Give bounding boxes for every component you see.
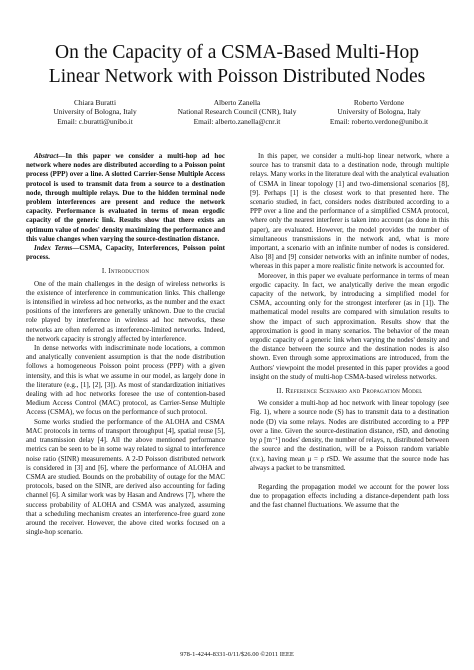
paragraph: Some works studied the performance of the ALOHA and CSMA MAC protocols in terms of transport throughput [4], spatial reuse [5], and transmission delay [4]. All the above mentioned performance metrics can be seen to be in some way related to signal to interference noise ratio (SINR) measurements. A 2-D Poisson distributed network is considered in [3] and [6], where the performance of ALOHA and CSMA are studied. Bounds on the probability of outage for the MAC protocols, based on the SINR, are derived also accounting for fading channel [6]. A similar work was by Hasan and Andrews [7], where the success probability of ALOHA and CSMA was analyzed, assuming that a scheduling mechanism creates an interference-free guard zone around the receiver. However, the above cited works focused on a single-hop scenario. <box>26 417 225 537</box>
index-terms-body: —CSMA, Capacity, Interferences, Poisson point process. <box>26 244 225 262</box>
paragraph: Moreover, in this paper we evaluate performance in terms of mean ergodic capacity. In fact, we analytically derive the mean ergodic capacity of the network, by introducing a simplified model for CSMA, accounting only for the strongest interferer (as in [1]). The mathematical model results are compared with simulation results to show the impact of such approximation. Results show that the approximation is good in many scenarios. The behavior of the mean ergodic capacity of a generic link when varying the nodes' density and the distance between the source and the destination nodes is also shown. Even through some approximations are introduced, from the Authors' viewpoint the model presented in this paper provides a good insight on the study of multi-hop CSMA-based wireless networks. <box>250 271 449 381</box>
paragraph: Regarding the propagation model we account for the power loss due to propagation effects including a distance-dependent path loss and the fast channel fluctuations. We assume that the <box>250 482 449 510</box>
author-affiliation: National Research Council (CNR), Italy <box>177 107 297 117</box>
author-2 <box>166 98 308 126</box>
abstract <box>26 152 225 244</box>
author-name: Alberto Zanella <box>213 98 261 107</box>
author-affiliation: University of Bologna, Italy <box>337 107 421 117</box>
author-name: Chiara Buratti <box>73 98 117 107</box>
author-block <box>24 98 450 134</box>
abstract-body: —In this paper we consider a multi-hop ad hoc network where nodes are distributed according to a Poisson point process (PPP) over a line. A slotted Carrier-Sense Multiple Access protocol is used to transmit data from a source to a destination node, through multiple relays. Due to the hidden terminal node problem interferences are present and reduce the network capacity. Performance is evaluated in terms of mean ergodic capacity of the generic link. Results show that there exists an optimum value of nodes' density maximizing the performance and this value changes when varying the source-destination distance. <box>26 152 225 243</box>
copyright-footer: 978-1-4244-8331-0/11/$26.00 ©2011 IEEE <box>180 651 294 658</box>
author-name: Roberto Verdone <box>353 98 405 107</box>
paragraph: We consider a multi-hop ad hoc network with linear topology (see Fig. 1), where a source node (S) has to transmit data to a destination node (D) via some relays. Nodes are distributed according to a PPP over a line. Given the source-destination distance, rSD, and denoting by ρ [m⁻¹] nodes' density, the number of relays, n, distributed between the source and the destination, will be a Poisson random variable (r.v.), having mean μ = ρ rSD. We assume that the source node has always a packet to be transmitted. <box>250 399 449 472</box>
author-1 <box>24 98 166 126</box>
left-column <box>26 152 225 537</box>
section-heading-reference-scenario: II. Reference Scenario and Propagation Model <box>276 387 423 396</box>
index-terms-lead: Index Terms <box>34 244 73 253</box>
author-3 <box>308 98 450 126</box>
author-email: Email: c.buratti@unibo.it <box>57 116 133 126</box>
index-terms <box>26 244 225 262</box>
paragraph-gap <box>250 473 449 483</box>
author-email: Email: roberto.verdone@unibo.it <box>329 116 429 126</box>
right-column <box>250 152 449 511</box>
paper-title <box>0 41 474 89</box>
paragraph: In dense networks with indiscriminate node locations, a common and analytically convenient assumption is that the node distribution follows a homogeneous Poisson point process (PPP) with a given intensity, and this is what we assume in our model, as largely done in the literature (e.g., [1], [2], [3]). As most of standardization initiatives dealing with ad hoc networks foresee the use of contention-based Medium Access Control (MAC) protocol, as Carrier-Sense Multiple Access (CSMA), we focus on the performance of such protocol. <box>26 344 225 417</box>
author-affiliation: University of Bologna, Italy <box>53 107 137 117</box>
abstract-text <box>26 152 225 244</box>
paragraph: One of the main challenges in the design of wireless networks is the existence of interference in communication links. This challenge is intensified in wireless ad hoc networks, as the number and the exact positions of the interferers are generally unknown. Due to the crucial role played by interference in wireless ad hoc networks, these networks are often referred as interference-limited networks. Indeed, the network capacity is strongly affected by interference. <box>26 279 225 343</box>
abstract-lead: Abstract <box>34 152 59 160</box>
title-line-1: On the Capacity of a CSMA-Based Multi-Hop <box>55 42 419 63</box>
section-heading-introduction: I. Introduction <box>101 267 150 276</box>
author-email: Email: alberto.zanella@cnr.it <box>193 116 281 126</box>
paragraph: In this paper, we consider a multi-hop linear network, where a source has to transmit data to a destination node, through multiple relays. Many works in the literature deal with the analytical evaluation of CSMA in linear topology [1] and two-dimensional scenarios [8], [9]. Perhaps [1] is the closest work to that presented here. The scenario studied, in fact, considers nodes distributed according to a PPP over a line and the performance of a simplified CSMA protocol, where only the nearest interferer is taken into account (as done in this paper), are evaluated. However, the model provides the number of simultaneous transmissions in the network and, what is more important, a scenario with an infinite number of nodes is considered. Also [8] and [9] consider networks with an infinite number of nodes, whereas in this paper a more realistic finite network is accounted for. <box>250 152 450 271</box>
title-line-2: Linear Network with Poisson Distributed Nodes <box>48 66 426 87</box>
